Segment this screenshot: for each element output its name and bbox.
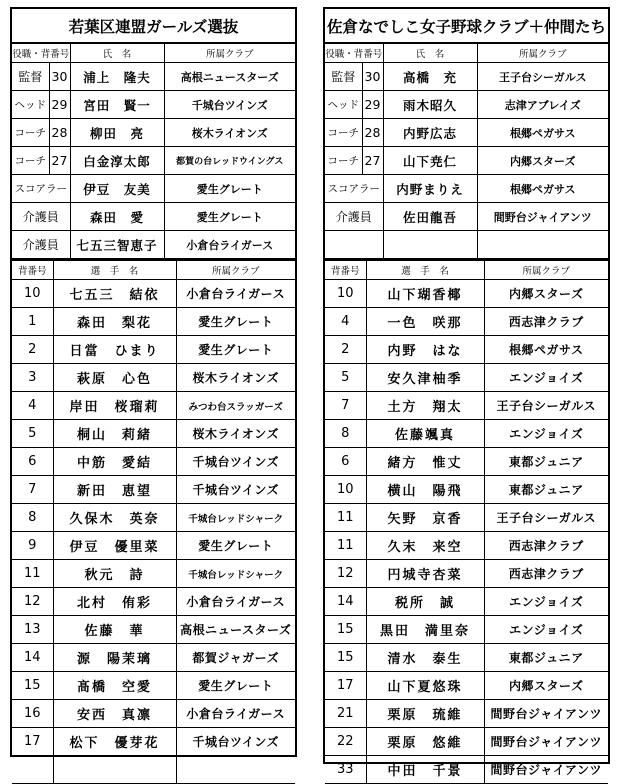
staff-club: 王子台シーガルス xyxy=(477,63,608,91)
right-roster-title: 佐倉なでしこ女子野球クラブ＋仲間たち xyxy=(325,9,608,43)
player-club: 千城台ツインズ xyxy=(176,448,295,476)
staff-role: 監督 xyxy=(12,63,49,91)
player-row xyxy=(12,672,295,700)
player-name: 清水 泰生 xyxy=(366,644,484,672)
player-row xyxy=(325,560,608,588)
player-row-empty xyxy=(12,756,295,784)
player-row xyxy=(325,700,608,728)
staff-row xyxy=(12,231,295,259)
staff-row xyxy=(325,203,608,231)
player-club: 桜木ライオンズ xyxy=(176,420,295,448)
player-number: 33 xyxy=(325,756,366,784)
player-row xyxy=(325,280,608,308)
player-row xyxy=(325,532,608,560)
player-club: 千城台レッドシャーク xyxy=(176,504,295,532)
staff-row xyxy=(325,175,608,203)
staff-name: 七五三智恵子 xyxy=(70,231,164,259)
staff-role: スコアラー xyxy=(325,175,383,203)
player-name: 栗原 悠維 xyxy=(366,728,484,756)
player-club: エンジョイズ xyxy=(484,616,608,644)
player-number: 22 xyxy=(325,728,366,756)
player-name: 緒方 惟丈 xyxy=(366,448,484,476)
staff-role: スコアラー xyxy=(12,175,70,203)
left-staff-table xyxy=(12,43,295,259)
player-number: 21 xyxy=(325,700,366,728)
player-row xyxy=(12,616,295,644)
staff-role: コーチ xyxy=(12,147,49,175)
staff-row xyxy=(325,91,608,119)
staff-header-row xyxy=(12,44,295,63)
staff-name xyxy=(383,231,477,259)
staff-role: ヘッド xyxy=(12,91,49,119)
player-club: 間野台ジャイアンツ xyxy=(484,700,608,728)
player-number: 7 xyxy=(12,476,53,504)
player-number: 2 xyxy=(12,336,53,364)
staff-name: 森田 愛 xyxy=(70,203,164,231)
player-number: 4 xyxy=(325,308,366,336)
player-club: 間野台ジャイアンツ xyxy=(484,728,608,756)
player-club: 東都ジュニア xyxy=(484,644,608,672)
player-club: 千城台ツインズ xyxy=(176,476,295,504)
staff-club: 高根ニュースターズ xyxy=(164,63,295,91)
right-staff-table xyxy=(325,43,608,259)
staff-row xyxy=(12,63,295,91)
staff-name: 柳田 亮 xyxy=(70,119,164,147)
player-name: 横山 陽飛 xyxy=(366,476,484,504)
staff-name: 高橋 充 xyxy=(383,63,477,91)
player-club: エンジョイズ xyxy=(484,588,608,616)
player-row xyxy=(325,672,608,700)
player-name: 黒田 満里奈 xyxy=(366,616,484,644)
staff-role: コーチ xyxy=(325,147,362,175)
player-club: エンジョイズ xyxy=(484,420,608,448)
player-row xyxy=(12,392,295,420)
club-header: 所属クラブ xyxy=(164,44,295,63)
player-name: 秋元 詩 xyxy=(53,560,176,588)
player-club: 間野台ジャイアンツ xyxy=(484,756,608,784)
player-name: 七五三 結依 xyxy=(53,280,176,308)
player-name: 土方 翔太 xyxy=(366,392,484,420)
staff-role: 監督 xyxy=(325,63,362,91)
staff-name: 白金淳太郎 xyxy=(70,147,164,175)
staff-number: 29 xyxy=(49,91,70,119)
player-club: 千城台ツインズ xyxy=(176,728,295,756)
player-number: 12 xyxy=(325,560,366,588)
player-number: 7 xyxy=(325,392,366,420)
player-number: 10 xyxy=(325,280,366,308)
staff-role: コーチ xyxy=(325,119,362,147)
player-number: 16 xyxy=(12,700,53,728)
right-roster xyxy=(323,7,610,779)
player-name: 伊豆 優里菜 xyxy=(53,532,176,560)
staff-row xyxy=(12,91,295,119)
player-club: 内郷スターズ xyxy=(484,280,608,308)
staff-name: 内野広志 xyxy=(383,119,477,147)
player-number: 11 xyxy=(12,560,53,588)
player-name: 髙橋 空愛 xyxy=(53,672,176,700)
player-number: 12 xyxy=(12,588,53,616)
left-roster-title: 若葉区連盟ガールズ選抜 xyxy=(12,9,295,43)
staff-club: 内郷スターズ xyxy=(477,147,608,175)
player-row xyxy=(325,588,608,616)
staff-row xyxy=(325,119,608,147)
player-name: 久末 来空 xyxy=(366,532,484,560)
player-club: 西志津クラブ xyxy=(484,560,608,588)
number-header: 背番号 xyxy=(325,260,366,280)
player-club: 都賀ジャガーズ xyxy=(176,644,295,672)
player-number: 17 xyxy=(325,672,366,700)
staff-club: 根郷ペガサス xyxy=(477,175,608,203)
club-header: 所属クラブ xyxy=(484,260,608,280)
player-club: 東都ジュニア xyxy=(484,448,608,476)
player-number: 11 xyxy=(325,504,366,532)
player-club: 愛生グレート xyxy=(176,532,295,560)
staff-name: 内野まりえ xyxy=(383,175,477,203)
player-club: 愛生グレート xyxy=(176,672,295,700)
player-club: 桜木ライオンズ xyxy=(176,364,295,392)
player-row xyxy=(325,728,608,756)
player-number: 6 xyxy=(325,448,366,476)
player-club: みつわ台スラッガーズ xyxy=(176,392,295,420)
player-name: 久保木 英奈 xyxy=(53,504,176,532)
player-row xyxy=(325,392,608,420)
player-number: 5 xyxy=(325,364,366,392)
player-row xyxy=(12,504,295,532)
staff-club: 志津アブレイズ xyxy=(477,91,608,119)
player-row xyxy=(325,420,608,448)
staff-row-empty xyxy=(325,231,608,259)
staff-club: 千城台ツインズ xyxy=(164,91,295,119)
staff-role: 介護員 xyxy=(325,203,383,231)
staff-number: 28 xyxy=(49,119,70,147)
player-row xyxy=(12,532,295,560)
player-row xyxy=(12,560,295,588)
player-name: 内野 はな xyxy=(366,336,484,364)
player-name: 中田 千景 xyxy=(366,756,484,784)
player-club: 内郷スターズ xyxy=(484,672,608,700)
staff-club: 桜木ライオンズ xyxy=(164,119,295,147)
player-number: 8 xyxy=(12,504,53,532)
player-name: 森田 梨花 xyxy=(53,308,176,336)
player-number: 8 xyxy=(325,420,366,448)
player-number: 15 xyxy=(325,644,366,672)
player-name: 栗原 琉維 xyxy=(366,700,484,728)
staff-role: 介護員 xyxy=(12,231,70,259)
staff-club: 愛生グレート xyxy=(164,203,295,231)
player-number: 17 xyxy=(12,728,53,756)
player-number: 14 xyxy=(325,588,366,616)
player-club: 小倉台ライガース xyxy=(176,700,295,728)
player-name xyxy=(53,756,176,784)
staff-name: 雨木昭久 xyxy=(383,91,477,119)
staff-number: 30 xyxy=(49,63,70,91)
staff-name: 浦上 隆夫 xyxy=(70,63,164,91)
player-club: 高根ニュースターズ xyxy=(176,616,295,644)
staff-row xyxy=(325,147,608,175)
staff-number: 27 xyxy=(362,147,383,175)
staff-role: 介護員 xyxy=(12,203,70,231)
staff-name: 山下尭仁 xyxy=(383,147,477,175)
player-row xyxy=(12,588,295,616)
player-club: 王子台シーガルス xyxy=(484,392,608,420)
player-club: 西志津クラブ xyxy=(484,308,608,336)
player-row xyxy=(12,308,295,336)
player-row xyxy=(325,504,608,532)
player-row xyxy=(325,336,608,364)
right-players-table xyxy=(325,259,608,784)
player-club: 東都ジュニア xyxy=(484,476,608,504)
player-name: 佐藤颯真 xyxy=(366,420,484,448)
player-row xyxy=(325,756,608,784)
player-name: 安久津柚季 xyxy=(366,364,484,392)
player-name: 安西 真凛 xyxy=(53,700,176,728)
player-name: 岸田 桜瑠莉 xyxy=(53,392,176,420)
player-row xyxy=(12,420,295,448)
staff-role xyxy=(325,231,383,259)
staff-name: 佐田龍吾 xyxy=(383,203,477,231)
club-header: 所属クラブ xyxy=(477,44,608,63)
player-number: 15 xyxy=(325,616,366,644)
player-row xyxy=(325,616,608,644)
player-club: エンジョイズ xyxy=(484,364,608,392)
staff-number: 29 xyxy=(362,91,383,119)
player-number: 14 xyxy=(12,644,53,672)
player-name: 佐藤 華 xyxy=(53,616,176,644)
club-header: 所属クラブ xyxy=(176,260,295,280)
staff-club: 間野台ジャイアンツ xyxy=(477,203,608,231)
player-number: 10 xyxy=(325,476,366,504)
player-name: 源 陽茉璃 xyxy=(53,644,176,672)
staff-row xyxy=(12,147,295,175)
player-name: 税所 誠 xyxy=(366,588,484,616)
player-number: 5 xyxy=(12,420,53,448)
player-row xyxy=(325,644,608,672)
player-row xyxy=(325,364,608,392)
staff-row xyxy=(12,203,295,231)
player-row xyxy=(12,644,295,672)
player-row xyxy=(325,476,608,504)
player-row xyxy=(325,308,608,336)
player-name: 中筋 愛結 xyxy=(53,448,176,476)
player-name: 山下夏悠珠 xyxy=(366,672,484,700)
player-club: 小倉台ライガース xyxy=(176,588,295,616)
staff-row xyxy=(12,119,295,147)
player-row xyxy=(12,728,295,756)
staff-club: 都賀の台レッドウイングス xyxy=(164,147,295,175)
staff-club: 小倉台ライガース xyxy=(164,231,295,259)
staff-name: 伊豆 友美 xyxy=(70,175,164,203)
staff-club xyxy=(477,231,608,259)
staff-number: 28 xyxy=(362,119,383,147)
player-row xyxy=(12,700,295,728)
staff-club: 愛生グレート xyxy=(164,175,295,203)
staff-number: 30 xyxy=(362,63,383,91)
players-header-row xyxy=(12,260,295,280)
player-name: 円城寺杏菜 xyxy=(366,560,484,588)
role-number-header: 役職・背番号 xyxy=(325,44,383,63)
name-header: 氏 名 xyxy=(383,44,477,63)
player-row xyxy=(12,280,295,308)
staff-number: 27 xyxy=(49,147,70,175)
player-row xyxy=(12,364,295,392)
player-number: 15 xyxy=(12,672,53,700)
player-number: 11 xyxy=(325,532,366,560)
player-number: 4 xyxy=(12,392,53,420)
name-header: 氏 名 xyxy=(70,44,164,63)
staff-role: ヘッド xyxy=(325,91,362,119)
player-name: 北村 侑彩 xyxy=(53,588,176,616)
left-roster xyxy=(10,7,297,757)
player-row xyxy=(12,448,295,476)
player-row xyxy=(325,448,608,476)
players-header-row xyxy=(325,260,608,280)
player-number: 6 xyxy=(12,448,53,476)
player-number xyxy=(12,756,53,784)
player-number: 10 xyxy=(12,280,53,308)
player-club: 小倉台ライガース xyxy=(176,280,295,308)
player-name: 萩原 心色 xyxy=(53,364,176,392)
player-number: 1 xyxy=(12,308,53,336)
staff-club: 根郷ペガサス xyxy=(477,119,608,147)
player-name: 山下瑚香椰 xyxy=(366,280,484,308)
player-number: 2 xyxy=(325,336,366,364)
player-club: 西志津クラブ xyxy=(484,532,608,560)
player-number: 9 xyxy=(12,532,53,560)
player-number: 3 xyxy=(12,364,53,392)
number-header: 背番号 xyxy=(12,260,53,280)
staff-header-row xyxy=(325,44,608,63)
player-row xyxy=(12,336,295,364)
player-number: 13 xyxy=(12,616,53,644)
player-club: 愛生グレート xyxy=(176,336,295,364)
player-name: 新田 恵望 xyxy=(53,476,176,504)
staff-row xyxy=(325,63,608,91)
player-name: 日當 ひまり xyxy=(53,336,176,364)
player-row xyxy=(12,476,295,504)
player-club: 根郷ペガサス xyxy=(484,336,608,364)
role-number-header: 役職・背番号 xyxy=(12,44,70,63)
player-club: 王子台シーガルス xyxy=(484,504,608,532)
staff-row xyxy=(12,175,295,203)
staff-name: 宮田 賢一 xyxy=(70,91,164,119)
staff-role: コーチ xyxy=(12,119,49,147)
player-club: 千城台レッドシャーク xyxy=(176,560,295,588)
player-name: 桐山 莉緒 xyxy=(53,420,176,448)
left-players-table xyxy=(12,259,295,784)
player-name-header: 選 手 名 xyxy=(53,260,176,280)
player-name: 一色 咲那 xyxy=(366,308,484,336)
player-name-header: 選 手 名 xyxy=(366,260,484,280)
player-name: 矢野 京香 xyxy=(366,504,484,532)
player-name: 松下 優芽花 xyxy=(53,728,176,756)
player-club xyxy=(176,756,295,784)
player-club: 愛生グレート xyxy=(176,308,295,336)
